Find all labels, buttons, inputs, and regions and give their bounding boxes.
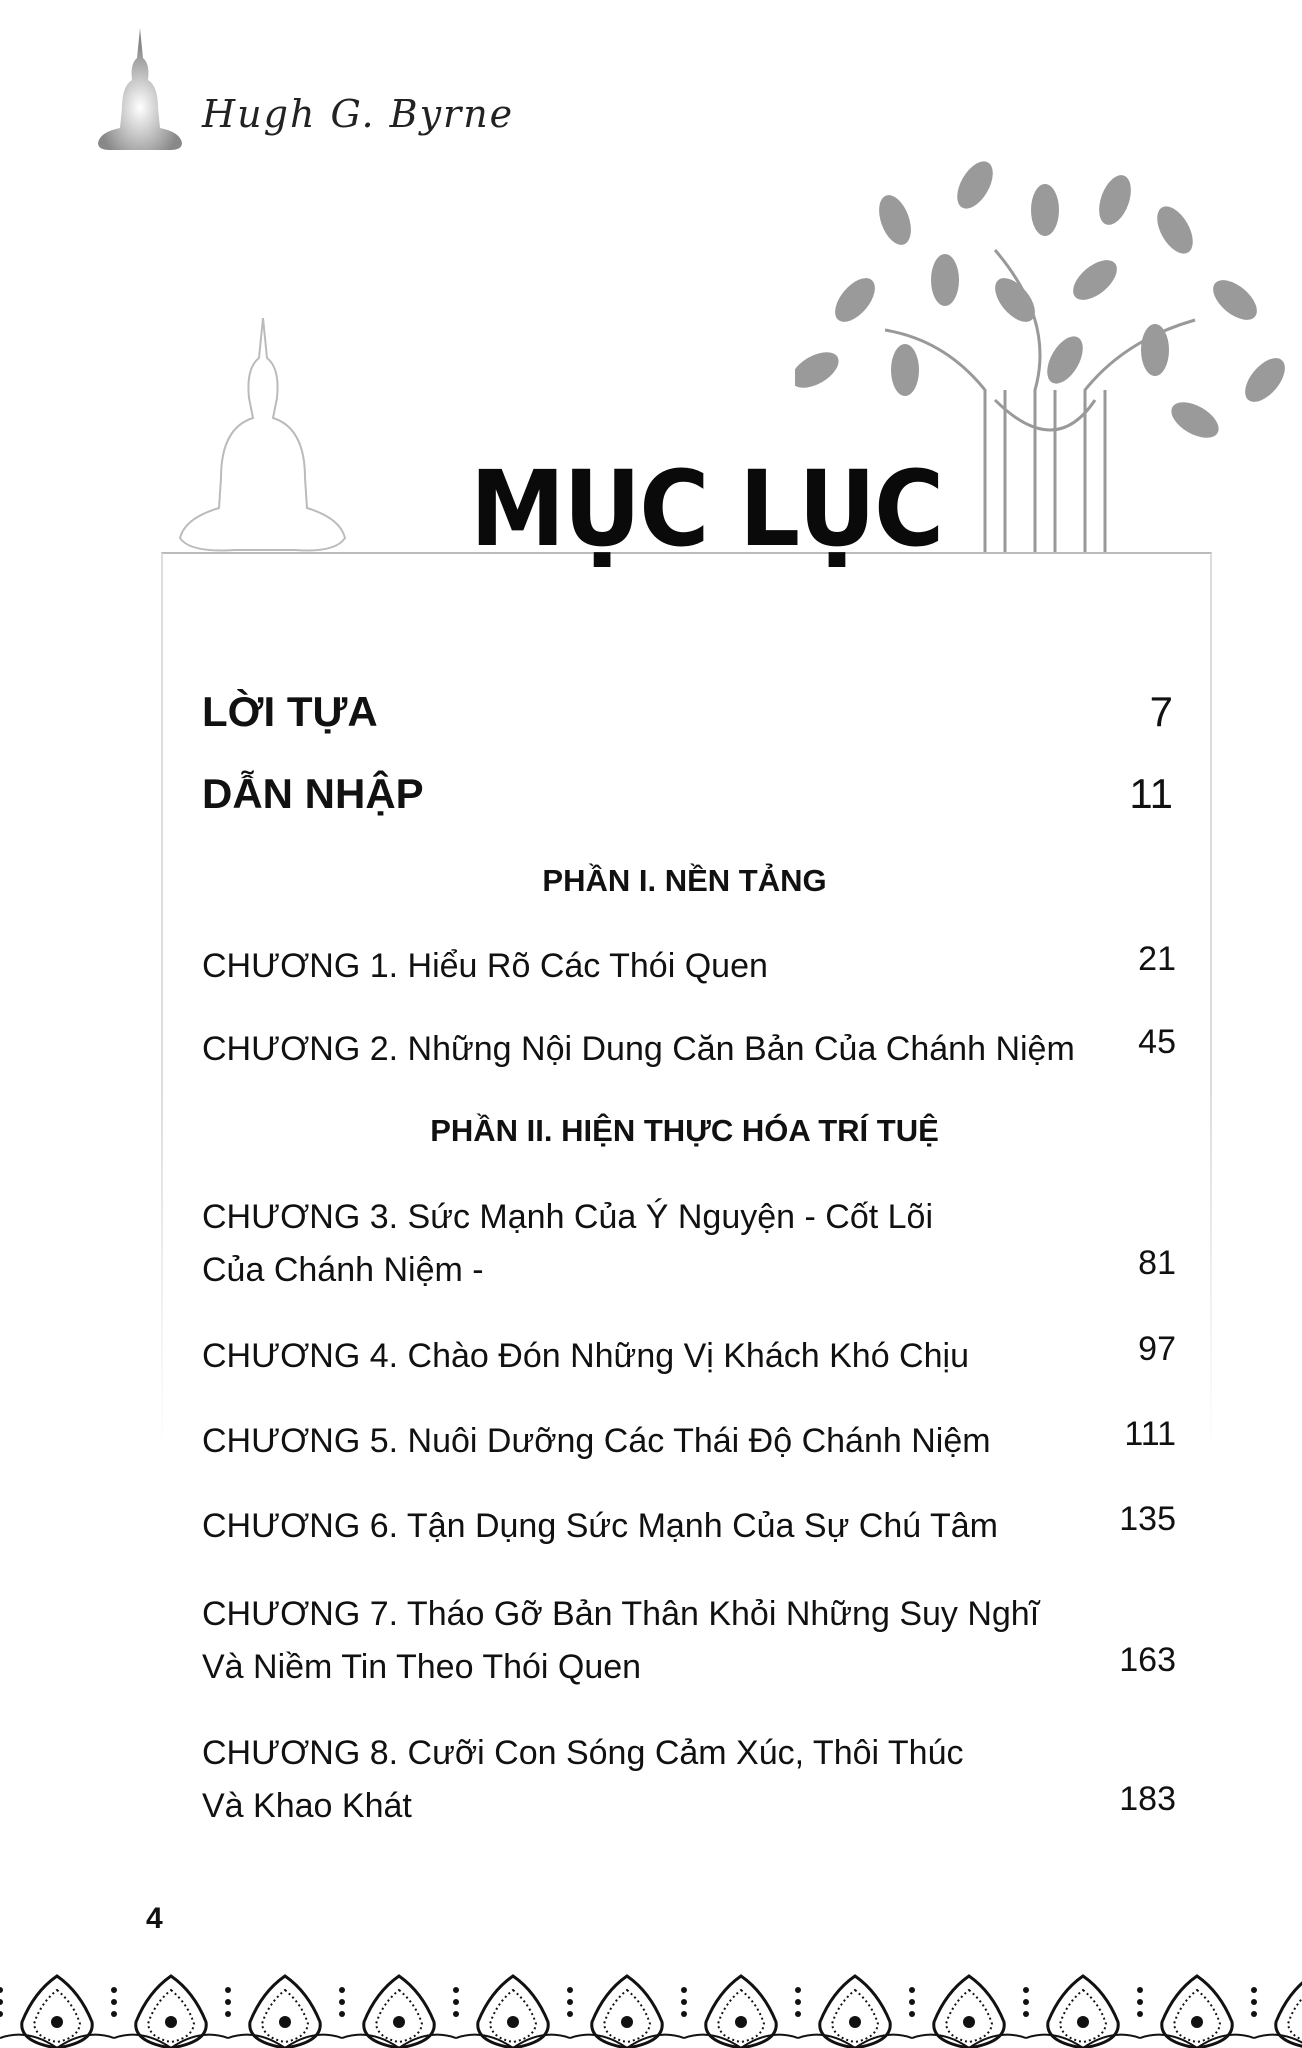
toc-chapter-7-page: 163: [1119, 1641, 1176, 1679]
buddha-logo-icon: [90, 28, 190, 153]
toc-chapter-8-line1: CHƯƠNG 8. Cưỡi Con Sóng Cảm Xúc, Thôi Thúc: [202, 1734, 964, 1772]
page-number: 4: [146, 1902, 163, 1935]
toc-chapter-1: CHƯƠNG 1. Hiểu Rõ Các Thói Quen: [202, 947, 768, 985]
toc-chapter-6: CHƯƠNG 6. Tận Dụng Sức Mạnh Của Sự Chú Tâm: [202, 1507, 998, 1545]
ornamental-border-icon: [0, 1972, 1302, 2048]
toc-chapter-3: [202, 1191, 933, 1297]
toc-chapter-2-page: 45: [1138, 1023, 1176, 1061]
toc-chapter-8: [202, 1727, 963, 1833]
toc-chapter-4-page: 97: [1138, 1330, 1176, 1368]
toc-chapter-7: [202, 1588, 1039, 1694]
toc-chapter-5: CHƯƠNG 5. Nuôi Dưỡng Các Thái Độ Chánh Niệm: [202, 1422, 991, 1460]
buddha-outline-icon: [175, 318, 350, 558]
toc-chapter-5-page: 111: [1124, 1415, 1176, 1453]
toc-entry-preface: LỜI TỰA: [202, 688, 378, 735]
toc-chapter-6-page: 135: [1119, 1500, 1176, 1538]
toc-page-preface: 7: [1149, 688, 1173, 735]
author-name: Hugh G. Byrne: [202, 92, 515, 136]
toc-chapter-7-line1: CHƯƠNG 7. Tháo Gỡ Bản Thân Khỏi Những Suy Nghĩ: [202, 1595, 1040, 1633]
toc-chapter-1-page: 21: [1138, 940, 1176, 978]
part-heading-2: PHẦN II. HIỆN THỰC HÓA TRÍ TUỆ: [430, 1113, 939, 1148]
toc-chapter-2: CHƯƠNG 2. Những Nội Dung Căn Bản Của Chánh Niệm: [202, 1030, 1075, 1068]
toc-chapter-8-line2: Và Khao Khát: [202, 1787, 412, 1825]
toc-entry-introduction: DẪN NHẬP: [202, 770, 424, 817]
toc-chapter-8-page: 183: [1119, 1780, 1176, 1818]
toc-chapter-7-line2: Và Niềm Tin Theo Thói Quen: [202, 1648, 642, 1686]
part-heading-1: PHẦN I. NỀN TẢNG: [542, 863, 827, 898]
toc-chapter-3-page: 81: [1138, 1244, 1176, 1282]
toc-chapter-3-line1: CHƯƠNG 3. Sức Mạnh Của Ý Nguyện - Cốt Lõi: [202, 1198, 933, 1236]
page-title: MỤC LỤC: [470, 448, 943, 570]
toc-page-introduction: 11: [1129, 770, 1173, 817]
toc-chapter-4: CHƯƠNG 4. Chào Đón Những Vị Khách Khó Chịu: [202, 1337, 969, 1375]
toc-chapter-3-line2: Của Chánh Niệm -: [202, 1251, 484, 1289]
